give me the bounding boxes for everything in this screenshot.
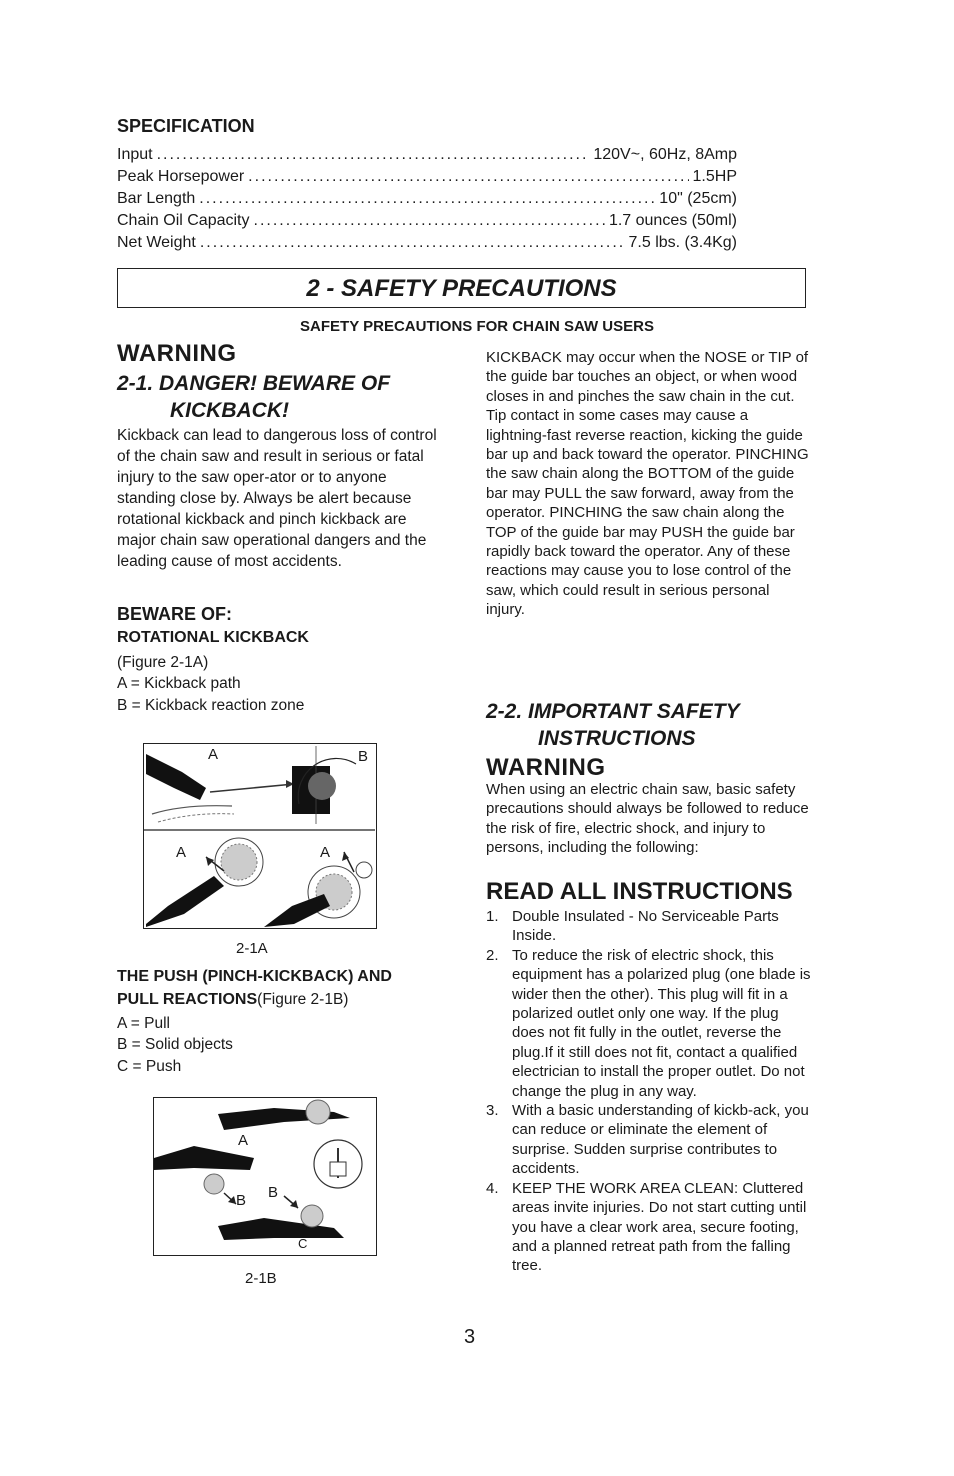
legend-item: C = Push bbox=[117, 1058, 182, 1075]
danger-heading-cont: KICKBACK! bbox=[170, 399, 289, 422]
spec-value: 1.7 ounces (50ml) bbox=[608, 212, 737, 229]
legend-item: A = Kickback path bbox=[117, 675, 241, 692]
figure-label-a: A bbox=[320, 844, 331, 861]
figure-caption: 2-1B bbox=[245, 1270, 277, 1287]
list-item-text: To reduce the risk of electric shock, this equipment has a polarized plug (one blade is wider then the other). This plug will fit in a polarized outlet only one way. If the plug does not fit fully in the outlet, reverse the plug.If it still does not fit, contact a qualified electrician to install the proper outlet. Do not change the plug in any way. bbox=[512, 946, 811, 1100]
figure-2-1a bbox=[143, 743, 377, 929]
kickback-illustration bbox=[144, 744, 375, 927]
figure-label-b: B bbox=[236, 1192, 247, 1209]
spec-label: Chain Oil Capacity bbox=[117, 212, 250, 229]
warning-heading: WARNING bbox=[117, 340, 237, 367]
kickback-description: KICKBACK may occur when the NOSE or TIP of the guide bar touches an object, or when wood closes in and pinches the saw chain in the cut. Tip contact in some cases may cause a lightning-fast reverse reaction, kicking the guide bar up and back toward the operator. PINCHING the saw chain along the BOTTOM of the guide bar may PULL the saw forward, away from the operator. PINCHING the saw chain along the TOP of the guide bar may PUSH the guide bar rapidly back toward the operator. Any of these reactions may cause you to lose control of the saw, which could result in serious personal injury. bbox=[486, 349, 809, 619]
warning-heading: WARNING bbox=[486, 754, 606, 781]
list-item-text: With a basic understanding of kickb-ack, you can reduce or eliminate the element of surprise. Sudden surprise contributes to accidents. bbox=[512, 1102, 809, 1178]
legend-item: B = Solid objects bbox=[117, 1036, 233, 1053]
figure-label-a: A bbox=[176, 844, 187, 861]
spec-row bbox=[117, 168, 737, 190]
spec-label: Net Weight bbox=[117, 234, 196, 251]
push-pull-label: PULL REACTIONS bbox=[117, 991, 258, 1008]
spec-label: Bar Length bbox=[117, 190, 196, 207]
specification-title: SPECIFICATION bbox=[117, 116, 255, 136]
spec-row bbox=[117, 212, 737, 234]
rotational-heading: ROTATIONAL KICKBACK bbox=[117, 629, 309, 646]
list-item-number: 3. bbox=[486, 1102, 499, 1120]
figure-2-1b bbox=[153, 1097, 377, 1256]
spec-value: 7.5 lbs. (3.4Kg) bbox=[628, 234, 737, 251]
spec-row bbox=[117, 190, 737, 212]
list-item-text: KEEP THE WORK AREA CLEAN: Cluttered areas invite injuries. Do not start cutting until you have a clear work area, secure footing, and a planned retreat path from the falling tree. bbox=[512, 1179, 807, 1275]
section-title: 2 - SAFETY PRECAUTIONS bbox=[306, 275, 617, 302]
push-pull-illustration bbox=[154, 1098, 375, 1254]
legend-item: A = Pull bbox=[117, 1015, 170, 1032]
figure-label-b: B bbox=[358, 748, 369, 765]
figure-reference: (Figure 2-1A) bbox=[117, 654, 209, 671]
beware-heading: BEWARE OF: bbox=[117, 604, 232, 624]
push-pull-heading-cont bbox=[117, 991, 348, 1009]
instructions-list bbox=[486, 907, 812, 1276]
section-subtitle: SAFETY PRECAUTIONS FOR CHAIN SAW USERS bbox=[300, 318, 654, 335]
figure-label-b: B bbox=[268, 1184, 279, 1201]
list-item-number: 4. bbox=[486, 1179, 499, 1197]
list-item bbox=[486, 1101, 812, 1179]
spec-label: Input bbox=[117, 146, 153, 163]
push-pull-figure-reference: (Figure 2-1B) bbox=[257, 991, 349, 1008]
list-item bbox=[486, 907, 812, 946]
warning-text: When using an electric chain saw, basic safety precautions should always be followed to reduce the risk of fire, electric shock, and injury to persons, including the following: bbox=[486, 781, 809, 857]
list-item bbox=[486, 946, 812, 1101]
spec-value: 120V~, 60Hz, 8Amp bbox=[593, 146, 737, 163]
danger-heading: 2-1. DANGER! BEWARE OF bbox=[117, 372, 391, 395]
figure-label-a: A bbox=[238, 1132, 249, 1149]
list-item-number: 1. bbox=[486, 908, 499, 925]
figure-label-c: C bbox=[298, 1236, 308, 1251]
important-heading-cont: INSTRUCTIONS bbox=[538, 727, 696, 750]
spec-row bbox=[117, 234, 737, 256]
list-item-number: 2. bbox=[486, 946, 499, 964]
spec-value: 10" (25cm) bbox=[659, 190, 737, 207]
page-number: 3 bbox=[464, 1326, 476, 1348]
legend-item: B = Kickback reaction zone bbox=[117, 697, 305, 714]
spec-value: 1.5HP bbox=[692, 168, 737, 185]
spec-label: Peak Horsepower bbox=[117, 168, 245, 185]
kickback-intro: Kickback can lead to dangerous loss of control of the chain saw and result in serious or fatal injury to the saw oper-ator or to anyone standing close by. Always be alert because rotational kickback and pinch kickback are major chain saw operational dangers and the leading cause of most accidents. bbox=[117, 427, 437, 570]
spec-row bbox=[117, 146, 737, 168]
important-heading: 2-2. IMPORTANT SAFETY bbox=[486, 700, 740, 723]
list-item-text: Double Insulated - No Serviceable Parts Inside. bbox=[512, 908, 779, 945]
list-item bbox=[486, 1179, 812, 1276]
figure-label-a: A bbox=[208, 746, 219, 763]
read-all-heading: READ ALL INSTRUCTIONS bbox=[486, 878, 793, 905]
push-pull-heading: THE PUSH (PINCH-KICKBACK) AND bbox=[117, 968, 392, 985]
figure-caption: 2-1A bbox=[236, 940, 268, 957]
